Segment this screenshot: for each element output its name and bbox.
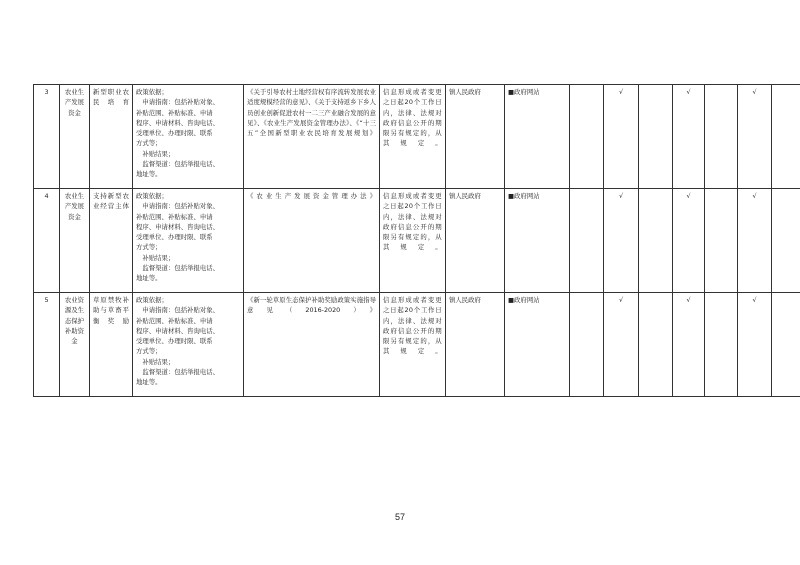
content-line: 政策依据； — [136, 88, 168, 96]
row-number: 4 — [34, 189, 60, 293]
content-line: 政策依据； — [136, 192, 168, 200]
item-name: 农业资源及生态保护补助资金 — [60, 293, 90, 397]
check-mark — [772, 293, 800, 397]
check-mark — [639, 85, 673, 189]
content-line: 申请指南：包括补贴对象、 — [136, 98, 220, 107]
disclosure-channel: ■政府网站 — [505, 85, 570, 189]
item-name: 农业生产发展资金 — [60, 85, 90, 189]
check-mark — [772, 189, 800, 293]
content-line: 地址等。 — [136, 170, 162, 179]
check-mark: √ — [738, 85, 772, 189]
check-mark: √ — [604, 189, 639, 293]
table-row — [34, 85, 800, 189]
disclosure-basis: 《关于引导农村土地经营权有序流转发展农业适度规模经营的意见》、《关于支持返乡下乡人员创业创新促进农村一二三产业融合发展的意见》、《农业生产发展资金管理办法》、《“十三五”全国新型职业农民培育发展规划》 — [244, 85, 380, 189]
content-line: 补贴范围、补贴标准、申请 — [136, 108, 213, 117]
check-mark — [705, 85, 738, 189]
content-line: 政策依据； — [136, 296, 168, 304]
content-line: 程序、申请材料、咨询电话、 — [136, 222, 220, 231]
content-line: 补贴范围、补贴标准、申请 — [136, 316, 213, 325]
check-mark: √ — [673, 293, 705, 397]
sub-item-name: 草原禁牧补助与草畜平衡奖励 — [90, 293, 133, 397]
item-name: 农业生产发展资金 — [60, 189, 90, 293]
content-line: 地址等。 — [136, 274, 162, 283]
content-line: 受理单位、办理时限、联系 — [136, 129, 213, 138]
disclosure-subject: 镇人民政府 — [446, 293, 505, 397]
content-line: 方式等； — [136, 243, 162, 252]
disclosure-basis: 《农业生产发展资金管理办法》 — [244, 189, 380, 293]
content-line: 申请指南：包括补贴对象、 — [136, 202, 220, 211]
content-line: 监督渠道：包括举报电话、 — [136, 160, 220, 169]
content-line: 补贴结果； — [136, 253, 175, 262]
content-line: 地址等。 — [136, 378, 162, 387]
content-line: 补贴结果； — [136, 357, 175, 366]
check-mark — [570, 189, 604, 293]
content-line: 方式等； — [136, 347, 162, 356]
content-line: 方式等； — [136, 139, 162, 148]
check-mark — [639, 189, 673, 293]
content-line: 程序、申请材料、咨询电话、 — [136, 326, 220, 335]
disclosure-subject: 镇人民政府 — [446, 85, 505, 189]
check-mark — [705, 189, 738, 293]
content-line: 监督渠道：包括举报电话、 — [136, 368, 220, 377]
check-mark: √ — [604, 85, 639, 189]
table-row — [34, 189, 800, 293]
disclosure-content — [133, 85, 244, 189]
disclosure-content — [133, 293, 244, 397]
check-mark: √ — [738, 293, 772, 397]
check-mark — [639, 293, 673, 397]
disclosure-time-limit: 信息形成或者变更之日起20个工作日内，法律、法规对政府信息公开的期限另有规定的，从其规定。 — [380, 293, 446, 397]
sub-item-name: 新型职业农民培育 — [90, 85, 133, 189]
check-mark — [570, 293, 604, 397]
content-line: 程序、申请材料、咨询电话、 — [136, 118, 220, 127]
disclosure-subject: 镇人民政府 — [446, 189, 505, 293]
policy-disclosure-table — [33, 84, 800, 397]
check-mark: √ — [673, 189, 705, 293]
check-mark: √ — [673, 85, 705, 189]
content-line: 补贴结果； — [136, 149, 175, 158]
row-number: 3 — [34, 85, 60, 189]
check-mark: √ — [604, 293, 639, 397]
check-mark — [705, 293, 738, 397]
disclosure-time-limit: 信息形成或者变更之日起20个工作日内，法律、法规对政府信息公开的期限另有规定的，从其规定。 — [380, 189, 446, 293]
disclosure-time-limit: 信息形成或者变更之日起20个工作日内，法律、法规对政府信息公开的期限另有规定的，从其规定。 — [380, 85, 446, 189]
disclosure-channel: ■政府网站 — [505, 189, 570, 293]
content-line: 受理单位、办理时限、联系 — [136, 233, 213, 242]
check-mark — [570, 85, 604, 189]
content-line: 申请指南：包括补贴对象、 — [136, 306, 220, 315]
page-number: 57 — [394, 512, 405, 522]
content-line: 补贴范围、补贴标准、申请 — [136, 212, 213, 221]
disclosure-basis: 《新一轮草原生态保护补助奖励政策实施指导意见（2016-2020）》 — [244, 293, 380, 397]
row-number: 5 — [34, 293, 60, 397]
disclosure-content — [133, 189, 244, 293]
sub-item-name: 支持新型农业经营主体 — [90, 189, 133, 293]
disclosure-channel: ■政府网站 — [505, 293, 570, 397]
content-line: 受理单位、办理时限、联系 — [136, 337, 213, 346]
content-line: 监督渠道：包括举报电话、 — [136, 264, 220, 273]
table-row — [34, 293, 800, 397]
check-mark — [772, 85, 800, 189]
check-mark: √ — [738, 189, 772, 293]
